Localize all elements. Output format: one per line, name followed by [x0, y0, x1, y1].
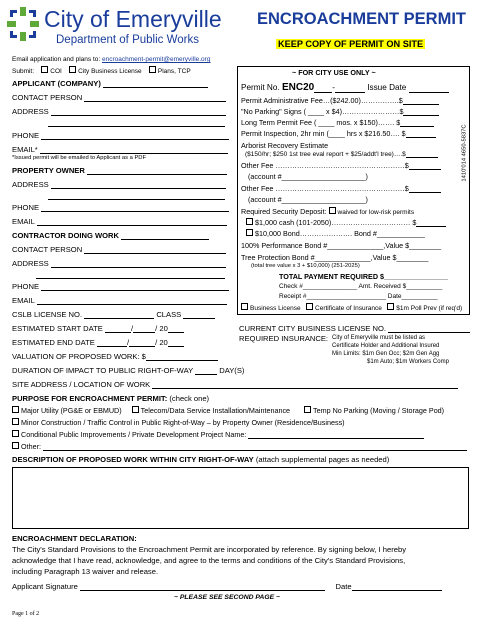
contractor-address-row: ADDRESS: [12, 259, 226, 268]
email-line-label: Email application and plans to:: [12, 56, 101, 63]
applicant-email-field[interactable]: [40, 153, 228, 154]
conditional-improvements-checkbox[interactable]: [12, 430, 19, 437]
start-month-field[interactable]: [105, 332, 131, 333]
applicant-heading: APPLICANT (COMPANY): [12, 79, 208, 88]
insurance-line-4: $1m Auto; $1m Workers Comp: [367, 359, 449, 365]
email-link[interactable]: encroachment-permit@emeryville.org: [101, 56, 211, 63]
owner-address-row: ADDRESS: [12, 180, 226, 189]
other-purpose-checkbox[interactable]: [12, 442, 19, 449]
poll-prev-checkbox[interactable]: [387, 303, 394, 310]
plans-checkbox[interactable]: [149, 66, 156, 73]
contractor-address-field[interactable]: [51, 267, 226, 268]
contractor-phone-row: PHONE: [12, 282, 229, 291]
waived-checkbox[interactable]: [329, 207, 336, 214]
check-row: Check #_______________ Amt. Received $__________: [279, 283, 443, 290]
coi-label: COI: [50, 68, 62, 75]
tree-bond-row: Tree Protection Bond #______________,Value $________: [241, 253, 429, 262]
valuation-row: VALUATION OF PROPOSED WORK: $: [12, 352, 218, 361]
coi-checkbox[interactable]: [41, 66, 48, 73]
other-fee-1-field[interactable]: [409, 169, 441, 170]
bond-10k-checkbox[interactable]: [246, 229, 253, 236]
email-note: *Issued permit will be emailed to Applicant as a PDF: [12, 155, 147, 161]
insurance-verified-checkbox[interactable]: [306, 303, 313, 310]
purpose-row-3: Conditional Public Improvements / Private Development Project Name:: [12, 430, 424, 439]
applicant-email-row: EMAIL*: [12, 145, 228, 154]
applicant-address-row: ADDRESS: [12, 107, 226, 116]
email-line: [12, 56, 210, 63]
applicant-address-line-2[interactable]: [48, 126, 225, 127]
business-license-verified-checkbox[interactable]: [241, 303, 248, 310]
declaration-text-1: The City's Standard Provisions to the Encroachment Permit are incorporated by reference. By signing below, I hereby: [12, 545, 406, 554]
site-row: SITE ADDRESS / LOCATION OF WORK: [12, 380, 458, 389]
submit-line: [12, 66, 191, 75]
start-year-field[interactable]: [168, 332, 184, 333]
city-footer-checks: Business License Certificate of Insurance $1m Poll Prev (if req'd): [241, 303, 462, 312]
cash-field[interactable]: [416, 226, 446, 227]
declaration-text-3: including Paragraph 13 waiver and release.: [12, 567, 159, 576]
site-address-field[interactable]: [152, 388, 458, 389]
contractor-license-row: CSLB LICENSE NO. CLASS: [12, 310, 215, 319]
city-logo: [7, 7, 39, 41]
city-business-license-field[interactable]: [388, 332, 470, 333]
owner-email-field[interactable]: [37, 225, 227, 226]
account-1-row: (account #_____________________): [248, 172, 368, 181]
keep-copy-banner: KEEP COPY OF PERMIT ON SITE: [278, 39, 424, 49]
permit-no-field[interactable]: [314, 92, 332, 93]
owner-name-field[interactable]: [87, 174, 227, 175]
total-payment-row: TOTAL PAYMENT REQUIRED $________________: [279, 272, 448, 281]
telecom-checkbox[interactable]: [132, 406, 139, 413]
minor-construction-checkbox[interactable]: [12, 418, 19, 425]
owner-heading: PROPERTY OWNER: [12, 166, 227, 175]
signature-row: Applicant Signature Date: [12, 582, 442, 591]
inspection-row: Permit Inspection, 2hr min (____ hrs x $216.50…. $: [241, 129, 436, 138]
arborist-row: ($150/hr; $250 1st tree eval report + $25/addt'l tree)….$: [245, 151, 438, 158]
arborist-label: Arborist Recovery Estimate: [241, 141, 329, 150]
project-name-field[interactable]: [248, 438, 424, 439]
valuation-field[interactable]: [146, 360, 218, 361]
owner-phone-field[interactable]: [41, 211, 229, 212]
page-title: ENCROACHMENT PERMIT: [257, 10, 466, 28]
end-month-field[interactable]: [97, 346, 127, 347]
declaration-text-2: acknowledge that I have read, acknowledge, and agree to the terms and conditions of the City's Standard Provisions,: [12, 556, 406, 565]
no-parking-fee-field[interactable]: [403, 115, 439, 116]
insurance-line-3: Min Limits: $1m Gen Occ; $2m Gen Agg: [332, 351, 440, 357]
security-deposit-row: Required Security Deposit: waived for low-risk permits: [241, 207, 415, 216]
applicant-company-field[interactable]: [103, 87, 208, 88]
other-fee-2-row: Other Fee ………………………………………………$: [241, 184, 441, 193]
description-heading: DESCRIPTION OF PROPOSED WORK WITHIN CITY RIGHT-OF-WAY (attach supplemental pages as needed): [12, 455, 390, 464]
end-day-field[interactable]: [129, 346, 155, 347]
receipt-row: Receipt #______________________ Date__________: [279, 293, 438, 300]
department-name: Department of Public Works: [56, 34, 199, 46]
license-class-field[interactable]: [183, 318, 215, 319]
major-utility-checkbox[interactable]: [12, 406, 19, 413]
page-number: Page 1 of 2: [12, 611, 40, 617]
owner-address-field[interactable]: [51, 188, 226, 189]
admin-fee-field[interactable]: [403, 104, 439, 105]
insurance-line-2: Certificate Holder and Additional Insured: [332, 343, 440, 349]
owner-address-line-2[interactable]: [48, 199, 225, 200]
submit-label: Submit:: [12, 68, 35, 75]
inspection-fee-field[interactable]: [406, 137, 436, 138]
cash-checkbox[interactable]: [246, 218, 253, 225]
no-parking-row: "No Parking" Signs ( ____ x $4)……………………$: [241, 107, 439, 116]
issue-date-field[interactable]: [409, 92, 449, 93]
applicant-phone-row: PHONE: [12, 131, 229, 140]
purpose-heading: PURPOSE FOR ENCROACHMENT PERMIT: (check one): [12, 394, 210, 403]
other-purpose-field[interactable]: [43, 450, 467, 451]
arborist-fee-field[interactable]: [406, 157, 438, 158]
plans-label: Plans, TCP: [157, 68, 191, 75]
permit-no-suffix-field[interactable]: [335, 92, 365, 93]
end-date-row: ESTIMATED END DATE / / 20: [12, 338, 184, 347]
contractor-heading: CONTRACTOR DOING WORK: [12, 231, 209, 240]
cash-row: $1,000 cash (101-2050)…………………………… $: [246, 218, 446, 227]
city-use-heading: ~ FOR CITY USE ONLY ~: [292, 68, 376, 77]
contractor-phone-field[interactable]: [41, 290, 229, 291]
second-page-note: ~ PLEASE SEE SECOND PAGE ~: [174, 594, 281, 601]
applicant-contact-row: CONTACT PERSON: [12, 93, 226, 102]
contractor-email-row: EMAIL: [12, 296, 227, 305]
signature-date-field[interactable]: [352, 590, 442, 591]
permit-no-row: Permit No. ENC20 - Issue Date: [241, 82, 449, 93]
owner-phone-row: PHONE: [12, 203, 229, 212]
long-term-fee-field[interactable]: [400, 126, 434, 127]
insurance-label: REQUIRED INSURANCE:: [239, 334, 329, 343]
cslb-license-field[interactable]: [84, 318, 154, 319]
account-2-row: (account #_____________________): [248, 195, 368, 204]
contractor-name-field[interactable]: [121, 239, 209, 240]
owner-email-row: EMAIL: [12, 217, 227, 226]
contractor-address-line-2[interactable]: [36, 278, 225, 279]
contractor-email-field[interactable]: [37, 304, 227, 305]
description-textarea[interactable]: [12, 467, 469, 529]
other-fee-2-field[interactable]: [409, 192, 441, 193]
declaration-heading: ENCROACHMENT DECLARATION:: [12, 534, 137, 543]
business-license-label: City Business License: [78, 68, 142, 75]
bond-10k-row: $10,000 Bond…………………. Bond #____________: [246, 229, 425, 238]
duration-row: DURATION OF IMPACT TO PUBLIC RIGHT-OF-WAY DAY(S): [12, 366, 245, 375]
applicant-phone-field[interactable]: [41, 139, 229, 140]
applicant-address-field[interactable]: [51, 115, 226, 116]
performance-bond-row: 100% Performance Bond #______________,Value $________: [241, 241, 442, 250]
applicant-contact-field[interactable]: [84, 101, 226, 102]
insurance-line-1: City of Emeryville must be listed as: [332, 335, 426, 341]
duration-field[interactable]: [195, 374, 217, 375]
business-license-row: CURRENT CITY BUSINESS LICENSE NO.: [239, 324, 470, 333]
other-fee-1-row: Other Fee ………………………………………………$: [241, 161, 441, 170]
org-name: City of Emeryville: [44, 6, 222, 32]
temp-no-parking-checkbox[interactable]: [304, 406, 311, 413]
signature-field[interactable]: [80, 590, 325, 591]
start-day-field[interactable]: [133, 332, 155, 333]
tree-bond-note: (total tree value x 3 + $10,000) (251-2025): [251, 263, 360, 269]
side-code: 1410'014 4650-5837C: [461, 124, 468, 182]
purpose-row-2: Minor Construction / Traffic Control in Public Right-of-Way – by Property Owner (Residence/Business): [12, 418, 345, 427]
admin-fee-row: Permit Administrative Fee…($242.00)…………….$: [241, 96, 439, 105]
contractor-contact-row: CONTACT PERSON: [12, 245, 226, 254]
end-year-field[interactable]: [168, 346, 184, 347]
purpose-row-4: Other:: [12, 442, 467, 451]
contractor-contact-field[interactable]: [84, 253, 226, 254]
start-date-row: ESTIMATED START DATE / / 20: [12, 324, 184, 333]
long-term-row: Long Term Permit Fee ( ____ mos. x $150)……. $: [241, 118, 434, 127]
purpose-row-1: Major Utility (PG&E or EBMUD) Telecom/Data Service Installation/Maintenance Temp No Parking (Moving / Storage Pod): [12, 406, 444, 415]
business-license-checkbox[interactable]: [69, 66, 76, 73]
